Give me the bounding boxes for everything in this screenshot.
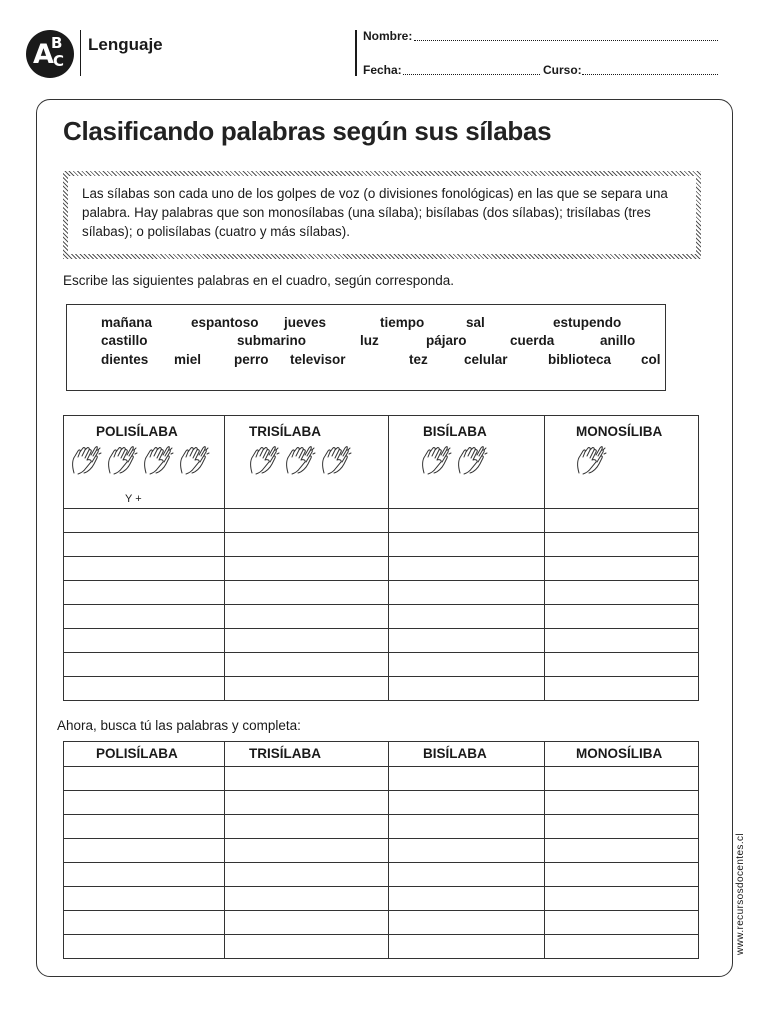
answer-cell[interactable] [64, 509, 225, 533]
date-label: Fecha: [363, 63, 402, 77]
answer-cell[interactable] [64, 815, 225, 839]
table-row [64, 911, 699, 935]
col-header-monosiliba: MONOSÍLIBA [545, 416, 699, 509]
col-header-trisilaba: TRISÍLABA [225, 416, 389, 509]
answer-cell[interactable] [545, 581, 699, 605]
answer-cell[interactable] [64, 911, 225, 935]
clap-group-polisilaba [70, 446, 214, 481]
info-box [63, 171, 701, 259]
answer-cell[interactable] [389, 767, 545, 791]
name-label: Nombre: [363, 29, 413, 43]
answer-cell[interactable] [545, 863, 699, 887]
word-item: cuerda [510, 333, 555, 348]
answer-cell[interactable] [64, 581, 225, 605]
answer-cell[interactable] [225, 509, 389, 533]
answer-cell[interactable] [225, 935, 389, 959]
answer-cell[interactable] [545, 629, 699, 653]
answer-cell[interactable] [225, 887, 389, 911]
answer-cell[interactable] [389, 863, 545, 887]
complete-table [63, 741, 699, 959]
answer-cell[interactable] [64, 839, 225, 863]
table-row [64, 677, 699, 701]
logo-letter-a: A [33, 39, 54, 70]
answer-cell[interactable] [64, 863, 225, 887]
word-item: perro [234, 352, 269, 367]
word-item: jueves [284, 315, 327, 330]
table-row [64, 557, 699, 581]
abc-logo [26, 30, 74, 78]
word-item: celular [464, 352, 508, 367]
footer-url: www.recursosdocentes.cl [735, 832, 746, 955]
word-item: espantoso [191, 315, 259, 330]
date-field[interactable] [403, 74, 540, 75]
col-header-bisilaba: BISÍLABA [389, 416, 545, 509]
table-row [64, 581, 699, 605]
answer-cell[interactable] [389, 653, 545, 677]
clapping-hands-icon [320, 463, 356, 480]
table-row [64, 533, 699, 557]
answer-cell[interactable] [545, 533, 699, 557]
word-bank [66, 304, 666, 391]
table-row [64, 935, 699, 959]
answer-cell[interactable] [64, 791, 225, 815]
subject-label: Lenguaje [88, 35, 163, 54]
answer-cell[interactable] [225, 767, 389, 791]
answer-cell[interactable] [225, 911, 389, 935]
answer-cell[interactable] [64, 653, 225, 677]
answer-cell[interactable] [225, 557, 389, 581]
answer-cell[interactable] [545, 605, 699, 629]
logo-letter-b: B [51, 34, 63, 52]
header-divider [80, 30, 81, 76]
clap-group-trisilaba [248, 446, 356, 481]
clap-group-bisilaba [420, 446, 492, 481]
answer-cell[interactable] [64, 605, 225, 629]
answer-cell[interactable] [545, 509, 699, 533]
word-item: biblioteca [548, 352, 612, 367]
answer-cell[interactable] [225, 629, 389, 653]
table-row [64, 509, 699, 533]
answer-cell[interactable] [225, 815, 389, 839]
table-row [64, 791, 699, 815]
name-field[interactable] [414, 40, 718, 41]
answer-cell[interactable] [389, 509, 545, 533]
clapping-hands-icon [575, 463, 611, 480]
answer-cell[interactable] [545, 935, 699, 959]
clapping-hands-icon [284, 463, 320, 480]
table-row [64, 863, 699, 887]
answer-cell[interactable] [225, 653, 389, 677]
table-row [64, 653, 699, 677]
answer-cell[interactable] [545, 653, 699, 677]
clapping-hands-icon [178, 463, 214, 480]
answer-cell[interactable] [389, 533, 545, 557]
word-item: pájaro [426, 333, 467, 348]
answer-cell[interactable] [389, 581, 545, 605]
word-item: col [641, 352, 661, 367]
answer-cell[interactable] [64, 935, 225, 959]
table-row [64, 767, 699, 791]
table-row [64, 605, 699, 629]
answer-cell[interactable] [545, 887, 699, 911]
instruction-complete: Ahora, busca tú las palabras y completa: [57, 718, 301, 733]
answer-cell[interactable] [225, 791, 389, 815]
col-header-trisilaba: TRISÍLABA [225, 742, 389, 767]
plus-note: Y + [125, 493, 142, 505]
answer-cell[interactable] [389, 839, 545, 863]
word-item: miel [174, 352, 202, 367]
word-item: tiempo [380, 315, 425, 330]
answer-cell[interactable] [389, 887, 545, 911]
course-field[interactable] [582, 74, 718, 75]
col-header-polisilaba: POLISÍLABA [64, 416, 225, 509]
answer-cell[interactable] [225, 863, 389, 887]
word-item: luz [360, 333, 379, 348]
table-row [64, 629, 699, 653]
table-row [64, 815, 699, 839]
answer-cell[interactable] [389, 911, 545, 935]
clapping-hands-icon [456, 463, 492, 480]
word-item: submarino [237, 333, 307, 348]
header-row [64, 742, 699, 767]
answer-cell[interactable] [225, 581, 389, 605]
answer-cell[interactable] [545, 767, 699, 791]
answer-cell[interactable] [64, 557, 225, 581]
answer-cell[interactable] [64, 629, 225, 653]
logo-letter-c: C [53, 52, 65, 70]
answer-cell[interactable] [545, 791, 699, 815]
col-header-bisilaba: BISÍLABA [389, 742, 545, 767]
answer-cell[interactable] [389, 677, 545, 701]
clapping-hands-icon [70, 463, 106, 480]
info-text: Las sílabas son cada uno de los golpes de voz (o divisiones fonológicas) en las que se separa una palabra. Hay palabras que son monosílabas (una sílaba); bisílabas (dos sílabas); trisílabas (tres sílabas); o polisílabas (cuatro y más sílabas). [68, 176, 696, 254]
answer-cell[interactable] [545, 677, 699, 701]
word-item: mañana [101, 315, 153, 330]
answer-cell[interactable] [389, 935, 545, 959]
clapping-hands-icon [142, 463, 178, 480]
clapping-hands-icon [420, 463, 456, 480]
answer-cell[interactable] [545, 839, 699, 863]
answer-cell[interactable] [64, 767, 225, 791]
answer-cell[interactable] [545, 557, 699, 581]
answer-cell[interactable] [545, 911, 699, 935]
answer-cell[interactable] [389, 815, 545, 839]
answer-cell[interactable] [64, 887, 225, 911]
answer-cell[interactable] [64, 533, 225, 557]
page-title: Clasificando palabras según sus sílabas [63, 116, 552, 146]
clap-group-monosiliba [575, 446, 611, 481]
word-item: televisor [290, 352, 346, 367]
answer-cell[interactable] [225, 533, 389, 557]
table-row [64, 839, 699, 863]
col-header-monosiliba: MONOSÍLIBA [545, 742, 699, 767]
clapping-hands-icon [106, 463, 142, 480]
col-header-polisilaba: POLISÍLABA [64, 742, 225, 767]
answer-cell[interactable] [225, 839, 389, 863]
word-item: sal [466, 315, 485, 330]
answer-cell[interactable] [389, 791, 545, 815]
answer-cell[interactable] [64, 677, 225, 701]
answer-cell[interactable] [389, 629, 545, 653]
answer-cell[interactable] [389, 557, 545, 581]
answer-cell[interactable] [545, 815, 699, 839]
answer-cell[interactable] [389, 605, 545, 629]
table-row [64, 887, 699, 911]
answer-cell[interactable] [225, 677, 389, 701]
clapping-hands-icon [248, 463, 284, 480]
word-item: castillo [101, 333, 148, 348]
word-item: tez [409, 352, 428, 367]
meta-divider [355, 30, 357, 76]
word-item: anillo [600, 333, 636, 348]
word-item: estupendo [553, 315, 622, 330]
answer-cell[interactable] [225, 605, 389, 629]
course-label: Curso: [543, 63, 582, 77]
word-item: dientes [101, 352, 149, 367]
instruction-classify: Escribe las siguientes palabras en el cuadro, según corresponda. [63, 273, 454, 288]
